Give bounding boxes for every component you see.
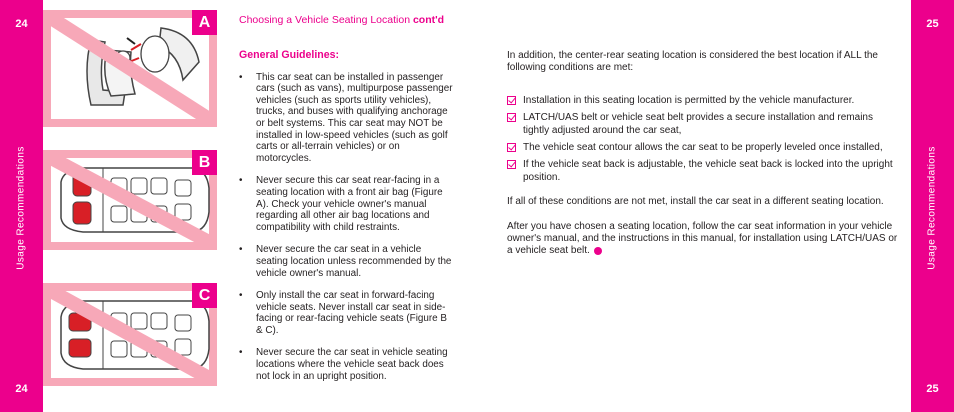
guideline-item: • Never secure the car seat in vehicle seating locations where the vehicle seat back does not lock in an upright position.	[239, 347, 454, 382]
general-guidelines-column	[239, 50, 454, 393]
figure-a-label: A	[192, 10, 217, 35]
after-choosing-text	[507, 221, 899, 258]
condition-item	[507, 112, 899, 137]
guideline-item: • Only install the car seat in forward-facing vehicle seats. Never install car seat in side-facing or rear-facing vehicle seats (Figure B & C).	[239, 290, 454, 336]
guidelines-heading: General Guidelines:	[239, 49, 340, 61]
condition-text: LATCH/UAS belt or vehicle seat belt provides a secure installation and remains tightly adjusted around the car seat,	[523, 112, 873, 136]
page-number-bottom-right: 25	[926, 383, 939, 395]
page-number-top-left: 24	[15, 18, 28, 30]
condition-text: If the vehicle seat back is adjustable, the vehicle seat back is locked into the upright position.	[523, 159, 893, 183]
conditions-not-met-text: If all of these conditions are not met, install the car seat in a different seating location.	[507, 196, 884, 208]
page-number-top-right: 25	[926, 18, 939, 30]
section-title: Choosing a Vehicle Seating Location	[239, 14, 411, 26]
figure-b-label: B	[192, 150, 217, 175]
condition-text: Installation in this seating location is permitted by the vehicle manufacturer.	[523, 94, 855, 106]
condition-text: The vehicle seat contour allows the car seat to be properly leveled once installed,	[523, 142, 883, 154]
section-label-left: Usage Recommendations	[15, 146, 27, 270]
right-margin-bar	[911, 0, 954, 412]
checkbox-checked-icon	[507, 143, 516, 152]
figure-b-side-facing-seats	[43, 150, 217, 250]
conditions-intro: In addition, the center-rear seating location is considered the best location if ALL the following conditions are met:	[507, 50, 878, 74]
conditions-checklist	[507, 95, 899, 184]
condition-item	[507, 142, 899, 154]
guideline-item: • Never secure the car seat in a vehicle seating location unless recommended by the vehicle owner's manual.	[239, 244, 454, 279]
end-of-section-icon	[594, 247, 602, 255]
left-margin-bar	[0, 0, 43, 412]
condition-item	[507, 95, 899, 107]
van-top-view-icon	[43, 150, 217, 250]
figure-c-label: C	[192, 283, 217, 308]
checkbox-checked-icon	[507, 96, 516, 105]
van-top-view-icon	[43, 283, 217, 386]
section-header	[239, 14, 444, 26]
checkbox-checked-icon	[507, 113, 516, 122]
after-choosing-body: After you have chosen a seating location, follow the car seat information in your vehicle owner's manual, and the instructions in this manual, for installation using LATCH/UAS or a vehicle seat belt.	[507, 220, 898, 257]
figure-c-rear-facing-seats	[43, 283, 217, 386]
figure-gutter	[217, 0, 237, 412]
guideline-item: • This car seat can be installed in passenger cars (such as vans), multipurpose passenger vehicles (such as sports utility vehicles), trucks, and buses with qualifying anchorage or belt systems. This car seat may NOT be installed in low-speed vehicles (such as golf carts or all-terrain vehicles) or on motorcycles.	[239, 72, 454, 165]
section-title-suffix: cont'd	[412, 14, 445, 26]
airbag-warning-icon	[43, 10, 217, 127]
guideline-item: • Never secure this car seat rear-facing in a seating location with a front air bag (Figure A). Check your vehicle owner's manual regarding all other air bag locations and compatibility with child restraints.	[239, 175, 454, 233]
seating-conditions-column	[507, 50, 899, 270]
section-label-right: Usage Recommendations	[926, 146, 938, 270]
page-number-bottom-left: 24	[15, 383, 28, 395]
checkbox-checked-icon	[507, 160, 516, 169]
guidelines-list	[239, 72, 454, 383]
figure-a-airbag-illustration	[43, 10, 217, 127]
condition-item	[507, 159, 899, 184]
